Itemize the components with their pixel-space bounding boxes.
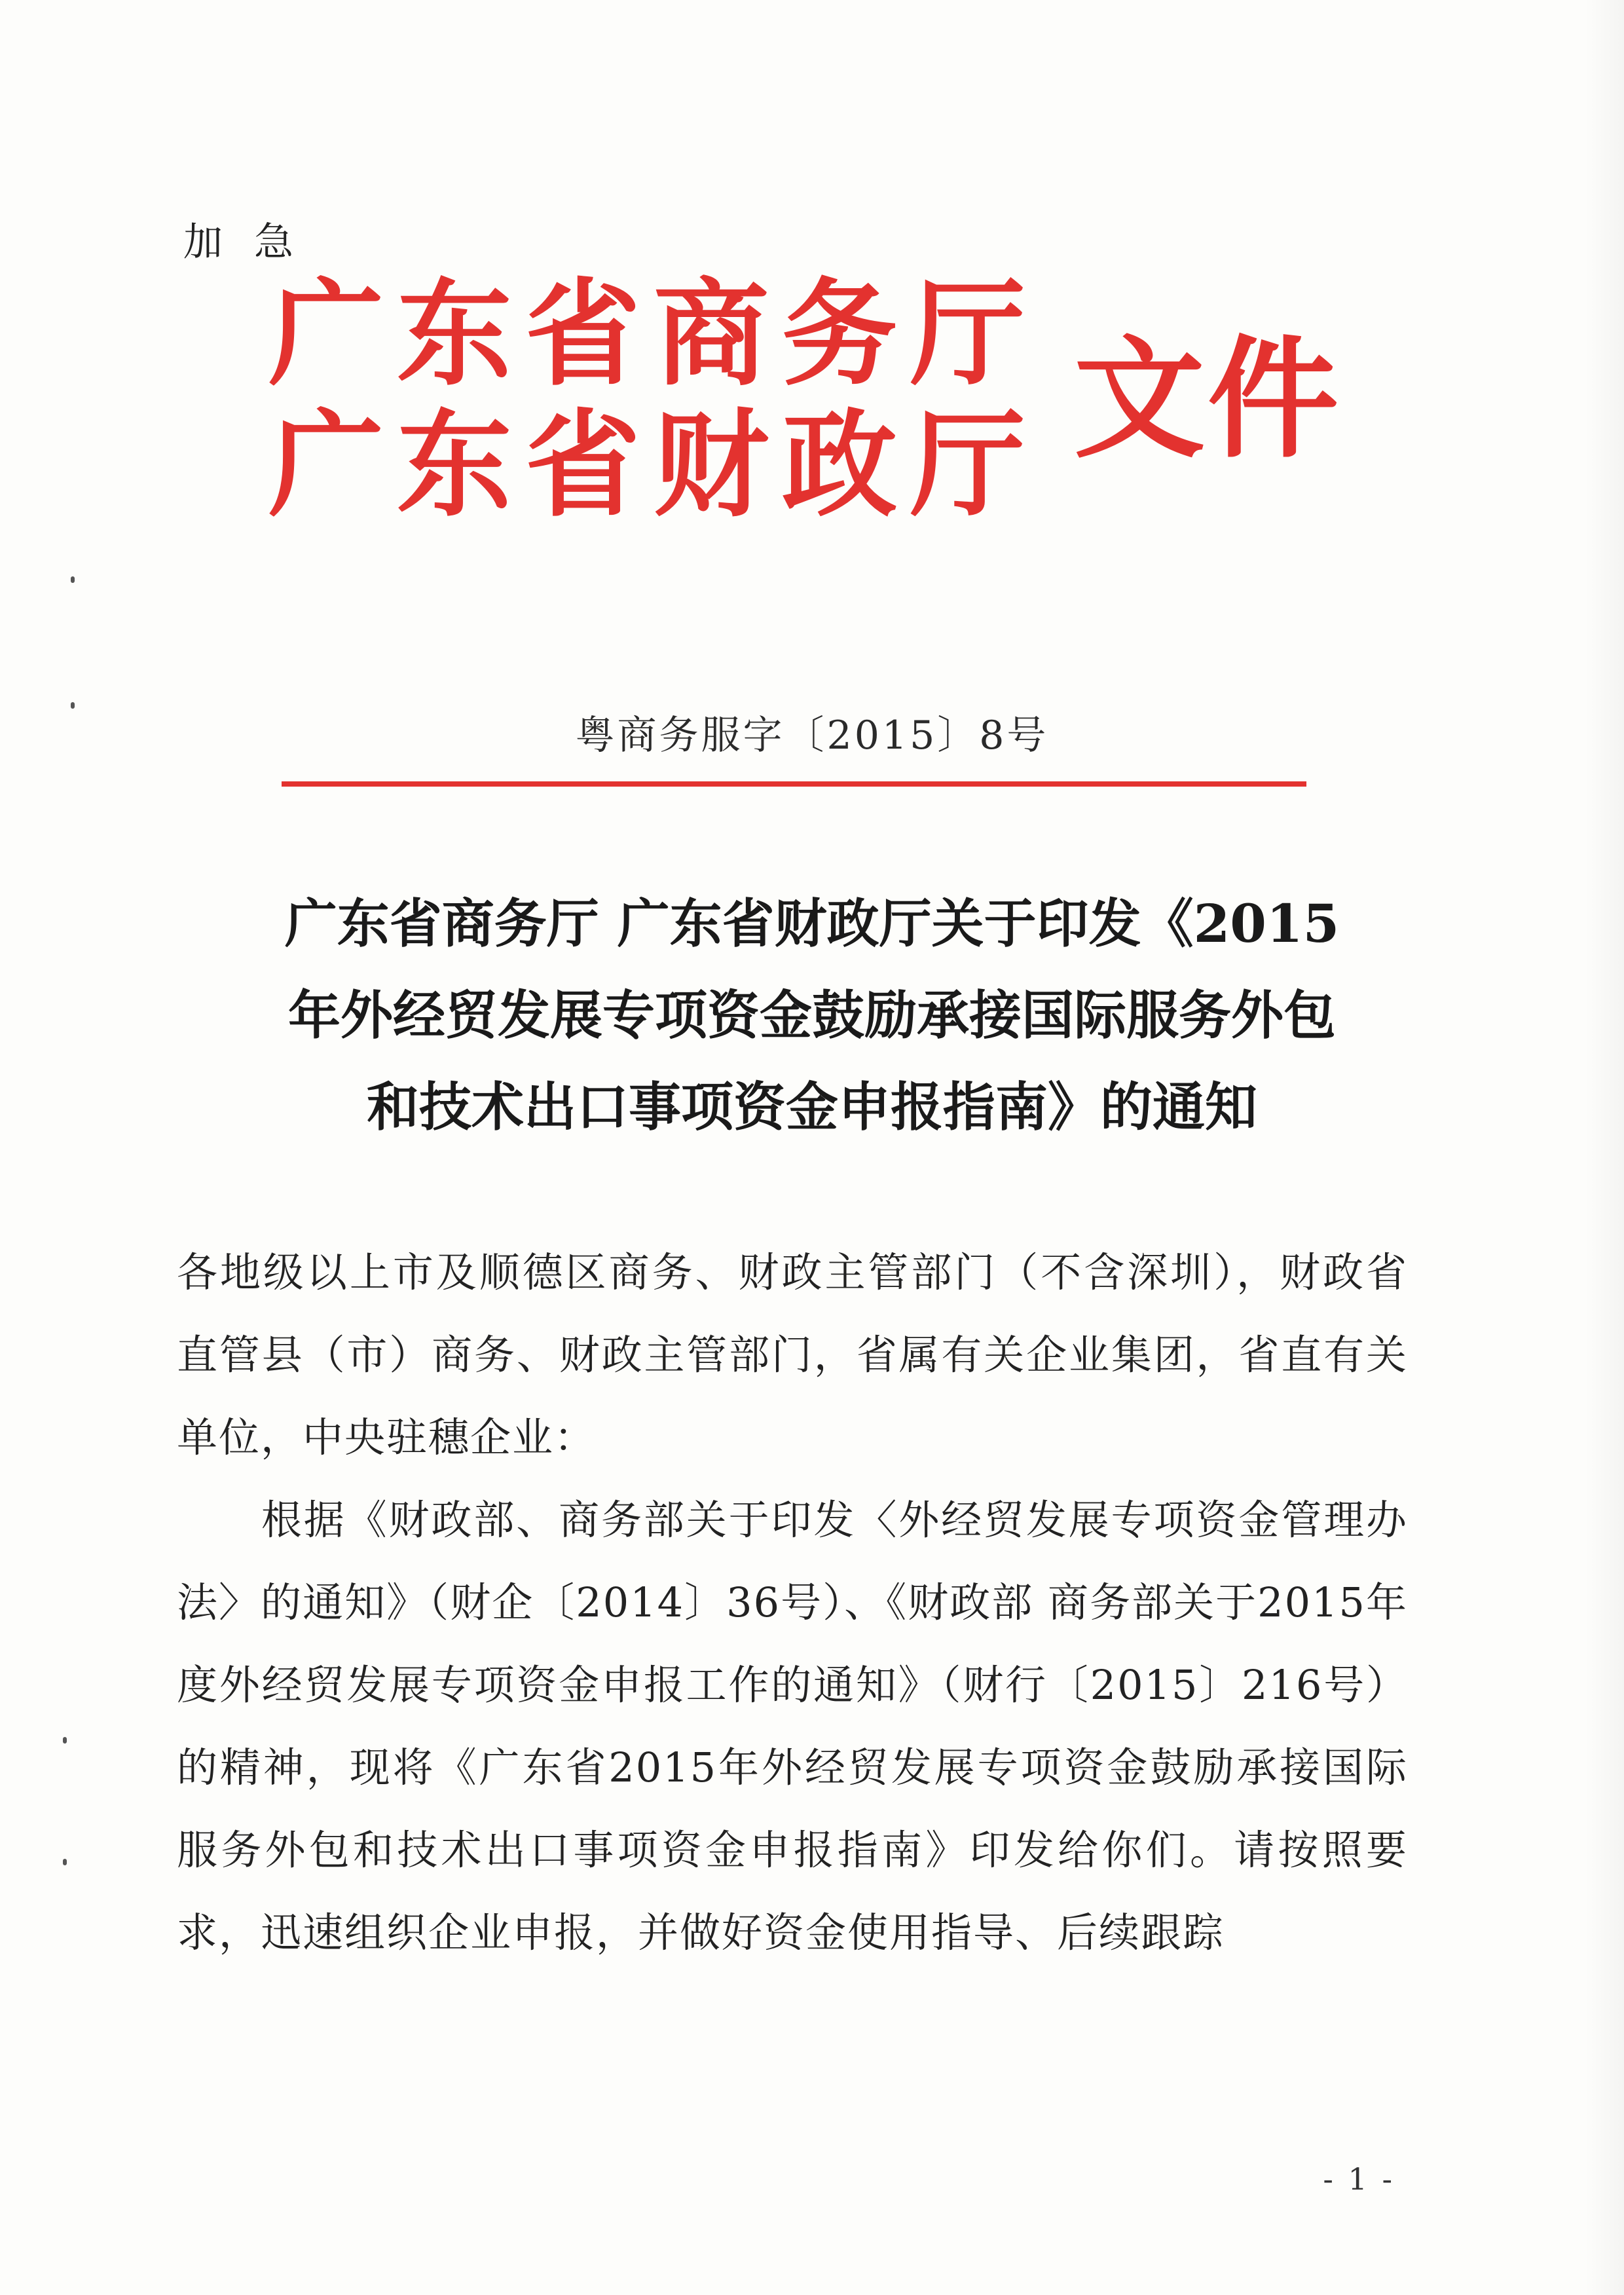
- document-type-label: 文件: [1074, 322, 1342, 476]
- binding-mark: [63, 1859, 67, 1865]
- document-number: 粤商务服字〔2015〕8号: [575, 713, 1049, 758]
- salutation: 各地级以上市及顺德区商务、财政主管部门（不含深圳），财政省直管县（市）商务、财政主管部门，省属有关企业集团，省直有关单位，中央驻穗企业：: [177, 1248, 1408, 1461]
- binding-mark: [71, 576, 75, 583]
- urgency-label: 加急: [183, 219, 325, 265]
- body-paragraph: [177, 1479, 1408, 1974]
- title-line-3: 和技术出口事项资金申报指南》的通知: [367, 1076, 1257, 1138]
- title-line-1: 广东省商务厅 广东省财政厅关于印发《2015: [284, 893, 1340, 954]
- page-edge-shade: [1585, 0, 1624, 2295]
- page-number: - 1 -: [1323, 2161, 1395, 2197]
- red-divider-line: [282, 781, 1306, 787]
- title-line-2: 年外经贸发展专项资金鼓励承接国际服务外包: [288, 984, 1336, 1046]
- body-paragraph-text: 根据《财政部、商务部关于印发〈外经贸发展专项资金管理办法〉的通知》（财企〔2014〕36号）、《财政部 商务部关于2015年度外经贸发展专项资金申报工作的通知》（财行〔2015〕216号）的精神，现将《广东省2015年外经贸发展专项资金鼓励承接国际服务外包和技术出口事项资金申报指南》印发给你们。请按照要求，迅速组织企业申报，并做好资金使用指导、后续跟踪: [177, 1496, 1408, 1956]
- document-title: [131, 878, 1493, 1153]
- issuer-finance-department: 广东省财政厅: [268, 397, 1039, 532]
- issuer-commerce-department: 广东省商务厅: [268, 266, 1039, 401]
- binding-mark: [63, 1737, 67, 1744]
